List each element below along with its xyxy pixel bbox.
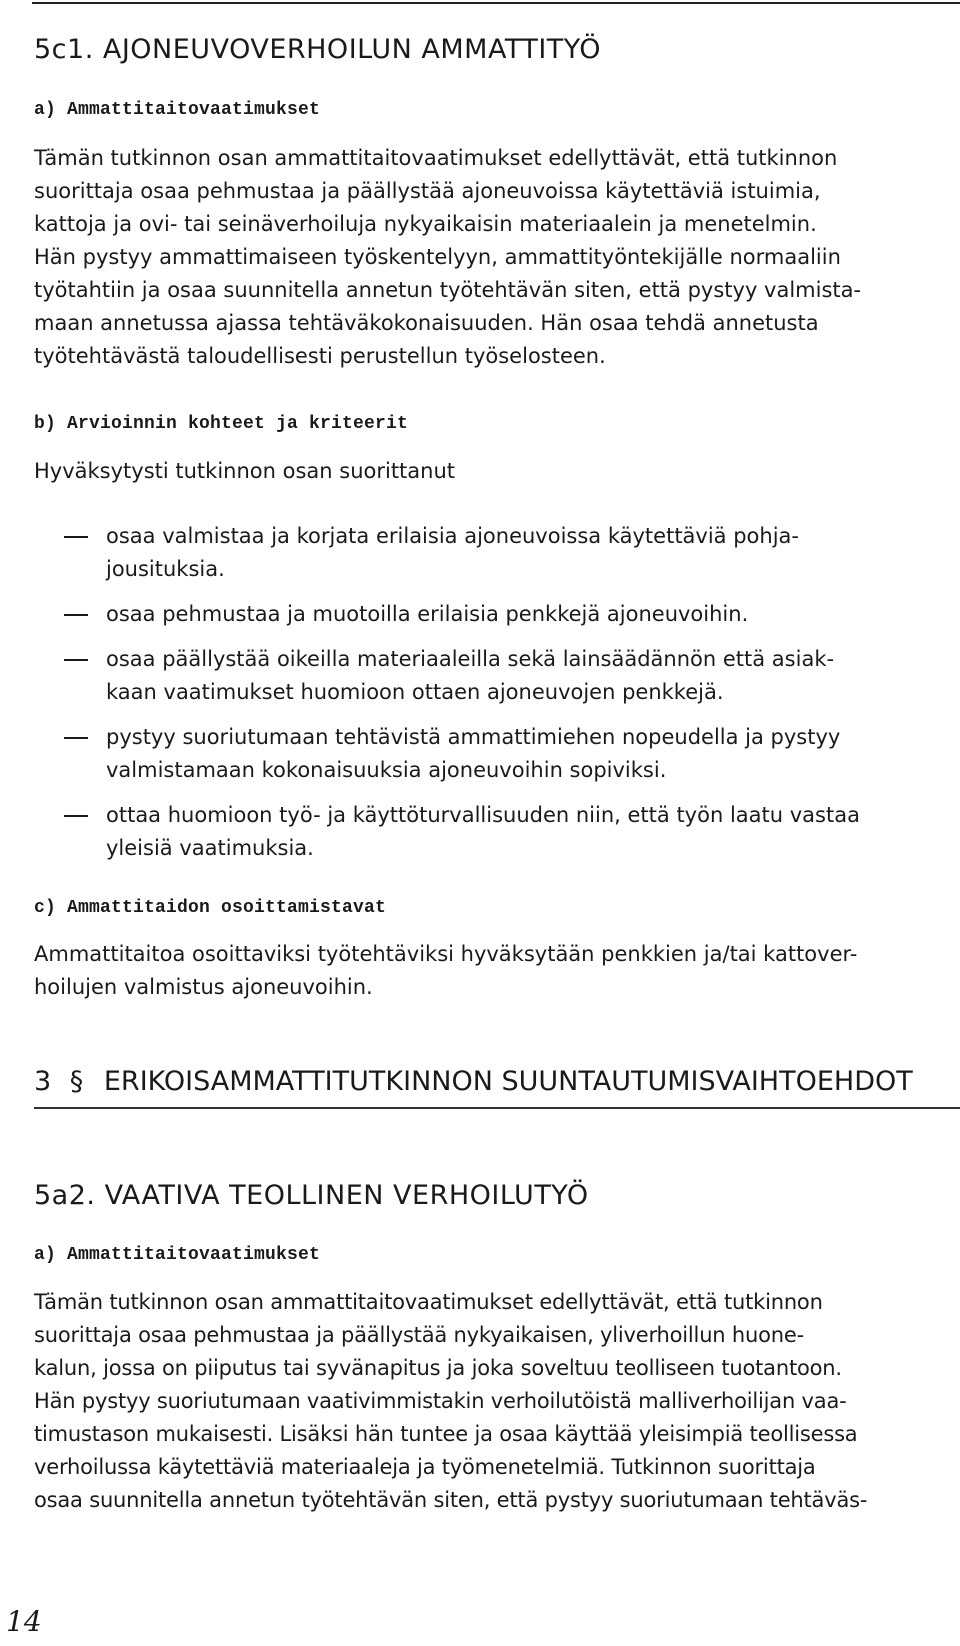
dash-bullet: [64, 737, 88, 739]
paragraph-line: osaa suunnitella annetun työtehtävän siten, että pystyy suoriutumaan tehtäväs-: [34, 1488, 868, 1512]
criteria-line: yleisiä vaatimuksia.: [106, 836, 314, 860]
criteria-line: osaa valmistaa ja korjata erilaisia ajoneuvoissa käytettäviä pohja-: [106, 524, 799, 548]
section-number: 3: [34, 1066, 52, 1097]
paragraph-line: työtehtävästä taloudellisesti perustellun työselosteen.: [34, 344, 606, 368]
section-title: ERIKOISAMMATTITUTKINNON SUUNTAUTUMISVAIHTOEHDOT: [103, 1066, 913, 1097]
criteria-line: kaan vaatimukset huomioon ottaen ajoneuvojen penkkejä.: [106, 680, 724, 704]
criteria-line: valmistamaan kokonaisuuksia ajoneuvoihin sopiviksi.: [106, 758, 667, 782]
section-5c1-b-title: b) Arvioinnin kohteet ja kriteerit: [34, 414, 409, 434]
dash-bullet: [64, 659, 88, 661]
section-symbol: §: [69, 1066, 84, 1097]
section-5c1-c-paragraph: [34, 938, 954, 1004]
criteria-item: [34, 799, 954, 865]
criteria-list: [34, 520, 954, 877]
paragraph-line: Hän pystyy ammattimaiseen työskentelyyn, ammattityöntekijälle normaaliin: [34, 245, 841, 269]
dash-bullet: [64, 815, 88, 817]
criteria-item: [34, 520, 954, 586]
paragraph-line: työtahtiin ja osaa suunnitella annetun työtehtävän siten, että pystyy valmista-: [34, 278, 862, 302]
paragraph-line: maan annetussa ajassa tehtäväkokonaisuuden. Hän osaa tehdä annetusta: [34, 311, 819, 335]
section-5a2-a-title: a) Ammattitaitovaatimukset: [34, 1245, 321, 1265]
paragraph-line: Tämän tutkinnon osan ammattitaitovaatimukset edellyttävät, että tutkinnon: [34, 1290, 823, 1314]
section-5c1-a-title: a) Ammattitaitovaatimukset: [34, 100, 321, 120]
paragraph-line: Ammattitaitoa osoittaviksi työtehtäviksi hyväksytään penkkien ja/tai kattover-: [34, 942, 858, 966]
paragraph-line: suorittaja osaa pehmustaa ja päällystää ajoneuvoissa käytettäviä istuimia,: [34, 179, 821, 203]
section-5c1-a-paragraph: [34, 142, 954, 373]
dash-bullet: [64, 614, 88, 616]
section-5a2-a-paragraph: [34, 1286, 954, 1517]
criteria-line: pystyy suoriutumaan tehtävistä ammattimiehen nopeudella ja pystyy: [106, 725, 841, 749]
criteria-line: jousituksia.: [106, 557, 225, 581]
section-5c1-b-intro: Hyväksytysti tutkinnon osan suorittanut: [34, 459, 456, 483]
criteria-item: [34, 643, 954, 709]
section-3-heading: [34, 1066, 960, 1097]
paragraph-line: kattoja ja ovi- tai seinäverhoiluja nykyaikaisin materiaalein ja menetelmin.: [34, 212, 817, 236]
criteria-line: ottaa huomioon työ- ja käyttöturvallisuuden niin, että työn laatu vastaa: [106, 803, 860, 827]
paragraph-line: timustason mukaisesti. Lisäksi hän tuntee ja osaa käyttää yleisimpiä teollisessa: [34, 1422, 858, 1446]
page-number: 14: [6, 1605, 42, 1638]
paragraph-line: Tämän tutkinnon osan ammattitaitovaatimukset edellyttävät, että tutkinnon: [34, 146, 838, 170]
paragraph-line: suorittaja osaa pehmustaa ja päällystää nykyaikaisen, yliverhoillun huone-: [34, 1323, 804, 1347]
section-underline: [34, 1107, 960, 1109]
paragraph-line: hoilujen valmistus ajoneuvoihin.: [34, 975, 373, 999]
section-5a2-heading: 5a2. VAATIVA TEOLLINEN VERHOILUTYÖ: [34, 1180, 589, 1211]
paragraph-line: verhoilussa käytettäviä materiaaleja ja työmenetelmiä. Tutkinnon suorittaja: [34, 1455, 816, 1479]
criteria-line: osaa pehmustaa ja muotoilla erilaisia penkkejä ajoneuvoihin.: [106, 602, 749, 626]
top-rule: [32, 2, 960, 4]
dash-bullet: [64, 536, 88, 538]
section-5c1-c-title: c) Ammattitaidon osoittamistavat: [34, 898, 387, 918]
section-5c1-heading: 5c1. AJONEUVOVERHOILUN AMMATTITYÖ: [34, 34, 602, 65]
paragraph-line: Hän pystyy suoriutumaan vaativimmistakin verhoilutöistä malliverhoilijan vaa-: [34, 1389, 847, 1413]
criteria-line: osaa päällystää oikeilla materiaaleilla sekä lainsäädännön että asiak-: [106, 647, 835, 671]
paragraph-line: kalun, jossa on piiputus tai syvänapitus ja joka soveltuu teolliseen tuotantoon.: [34, 1356, 842, 1380]
criteria-item: [34, 721, 954, 787]
criteria-item: [34, 598, 954, 631]
